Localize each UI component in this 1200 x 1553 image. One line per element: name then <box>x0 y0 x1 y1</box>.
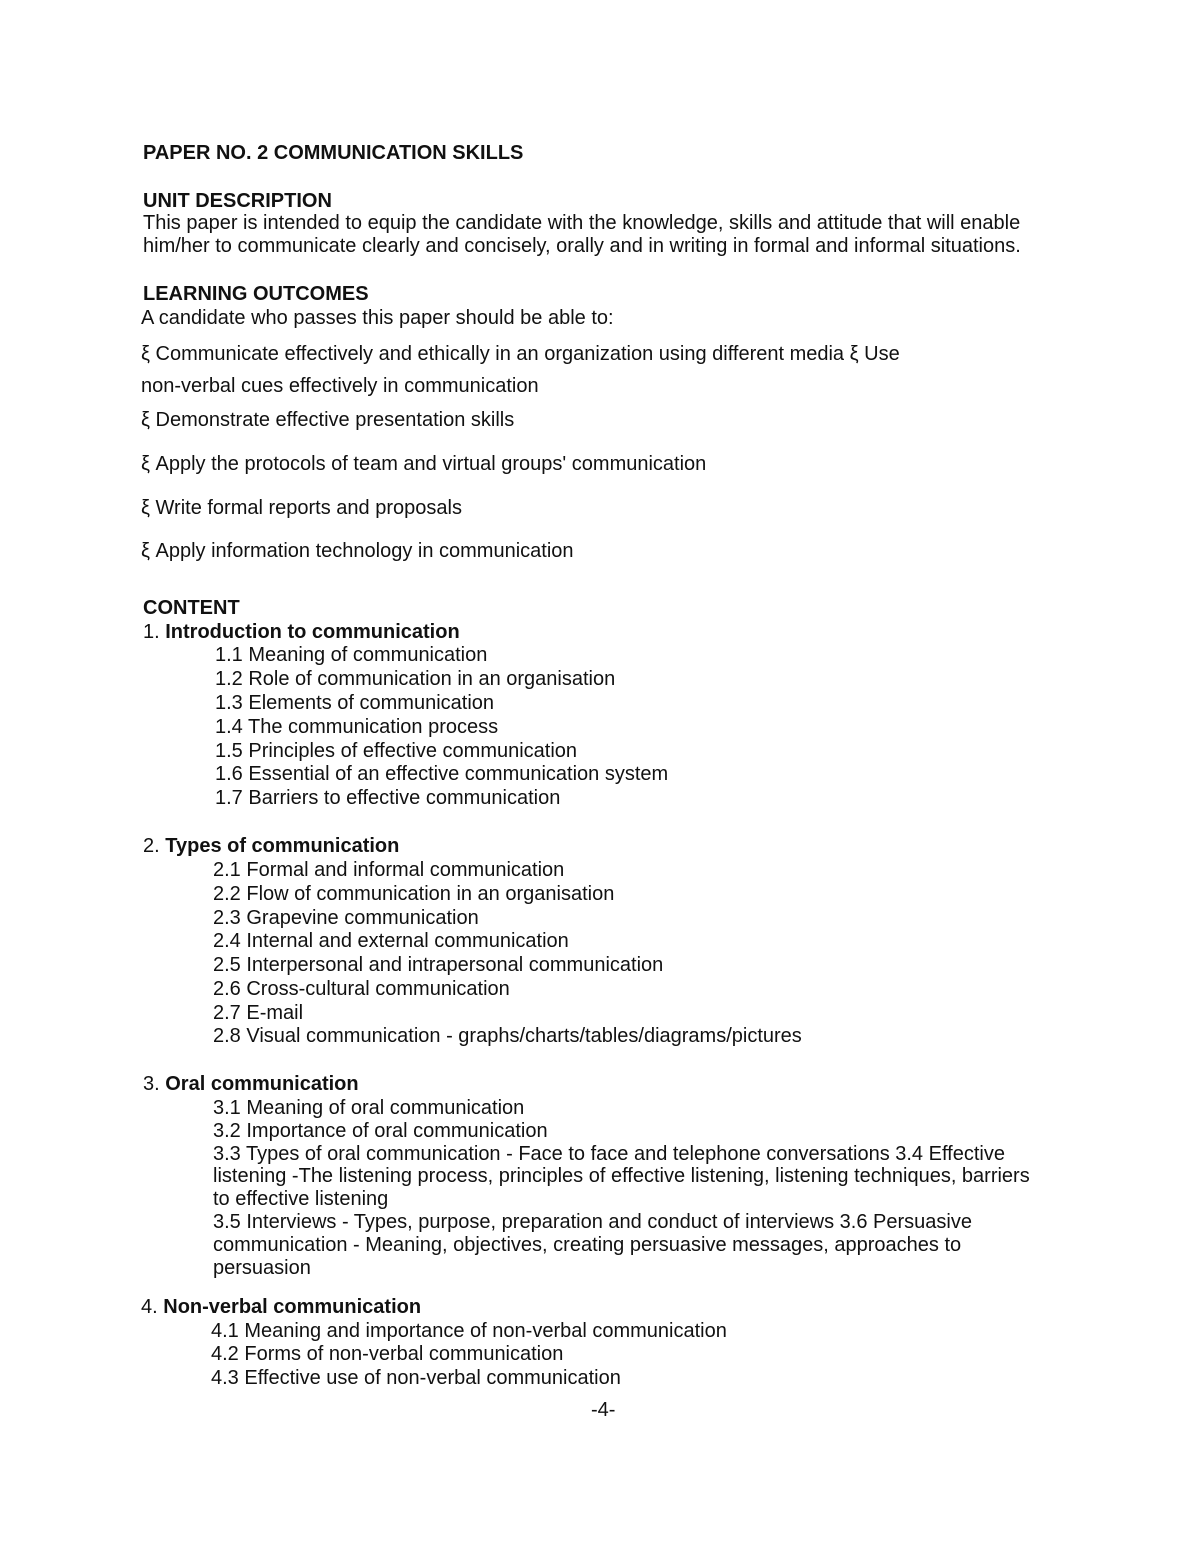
section-heading <box>143 620 460 644</box>
section-number: 2. <box>143 835 160 857</box>
section-item: to effective listening <box>213 1188 389 1210</box>
section-item: 2.7 E-mail <box>213 1002 304 1024</box>
section-item: 1.2 Role of communication in an organisation <box>215 668 616 690</box>
section-item: 1.6 Essential of an effective communication system <box>215 763 669 785</box>
section-item: 1.4 The communication process <box>215 716 499 738</box>
unit-description-heading: UNIT DESCRIPTION <box>143 190 332 212</box>
section-item: 1.5 Principles of effective communication <box>215 740 578 762</box>
content-heading: CONTENT <box>143 597 240 619</box>
section-item: 3.2 Importance of oral communication <box>213 1120 548 1142</box>
section-title: Types of communication <box>165 835 400 857</box>
section-item: 2.2 Flow of communication in an organisation <box>213 883 615 905</box>
section-heading <box>143 1072 359 1096</box>
page-title: PAPER NO. 2 COMMUNICATION SKILLS <box>143 142 524 164</box>
section-item: 1.7 Barriers to effective communication <box>215 787 561 809</box>
learning-outcomes-intro: A candidate who passes this paper should be able to: <box>141 307 614 329</box>
section-item: 2.6 Cross-cultural communication <box>213 978 510 1000</box>
section-title: Oral communication <box>165 1073 359 1095</box>
unit-description-line: This paper is intended to equip the candidate with the knowledge, skills and attitude that will enable <box>143 212 1021 234</box>
section-item: 2.8 Visual communication - graphs/charts/tables/diagrams/pictures <box>213 1025 802 1047</box>
section-item: 3.1 Meaning of oral communication <box>213 1097 525 1119</box>
section-item: communication - Meaning, objectives, creating persuasive messages, approaches to <box>213 1234 962 1256</box>
section-heading <box>141 1295 421 1319</box>
section-item: 1.1 Meaning of communication <box>215 644 488 666</box>
learning-outcome-line: ξ Apply information technology in communication <box>141 540 574 562</box>
section-item: listening -The listening process, principles of effective listening, listening techniques, barriers <box>213 1165 1030 1187</box>
section-number: 4. <box>141 1296 158 1318</box>
learning-outcome-line: non-verbal cues effectively in communication <box>141 375 539 397</box>
section-item: 1.3 Elements of communication <box>215 692 495 714</box>
learning-outcomes-heading: LEARNING OUTCOMES <box>143 283 369 305</box>
section-item: 4.1 Meaning and importance of non-verbal communication <box>211 1320 727 1342</box>
learning-outcome-line: ξ Apply the protocols of team and virtual groups' communication <box>141 453 707 475</box>
learning-outcome-line: ξ Communicate effectively and ethically in an organization using different media ξ Use <box>141 343 900 365</box>
section-item: 4.3 Effective use of non-verbal communication <box>211 1367 621 1389</box>
section-item: 4.2 Forms of non-verbal communication <box>211 1343 564 1365</box>
section-number: 1. <box>143 621 160 643</box>
section-title: Non-verbal communication <box>163 1296 422 1318</box>
section-item: persuasion <box>213 1257 311 1279</box>
section-heading <box>143 834 399 858</box>
section-title: Introduction to communication <box>165 621 460 643</box>
section-item: 3.5 Interviews - Types, purpose, preparation and conduct of interviews 3.6 Persuasive <box>213 1211 972 1233</box>
section-item: 2.5 Interpersonal and intrapersonal communication <box>213 954 664 976</box>
learning-outcome-line: ξ Write formal reports and proposals <box>141 497 462 519</box>
section-number: 3. <box>143 1073 160 1095</box>
unit-description-line: him/her to communicate clearly and concisely, orally and in writing in formal and informal situations. <box>143 235 1021 257</box>
page-number: -4- <box>591 1399 616 1421</box>
section-item: 2.1 Formal and informal communication <box>213 859 565 881</box>
section-item: 2.3 Grapevine communication <box>213 907 479 929</box>
section-item: 3.3 Types of oral communication - Face to face and telephone conversations 3.4 Effective <box>213 1143 1005 1165</box>
learning-outcome-line: ξ Demonstrate effective presentation skills <box>141 409 515 431</box>
section-item: 2.4 Internal and external communication <box>213 930 569 952</box>
